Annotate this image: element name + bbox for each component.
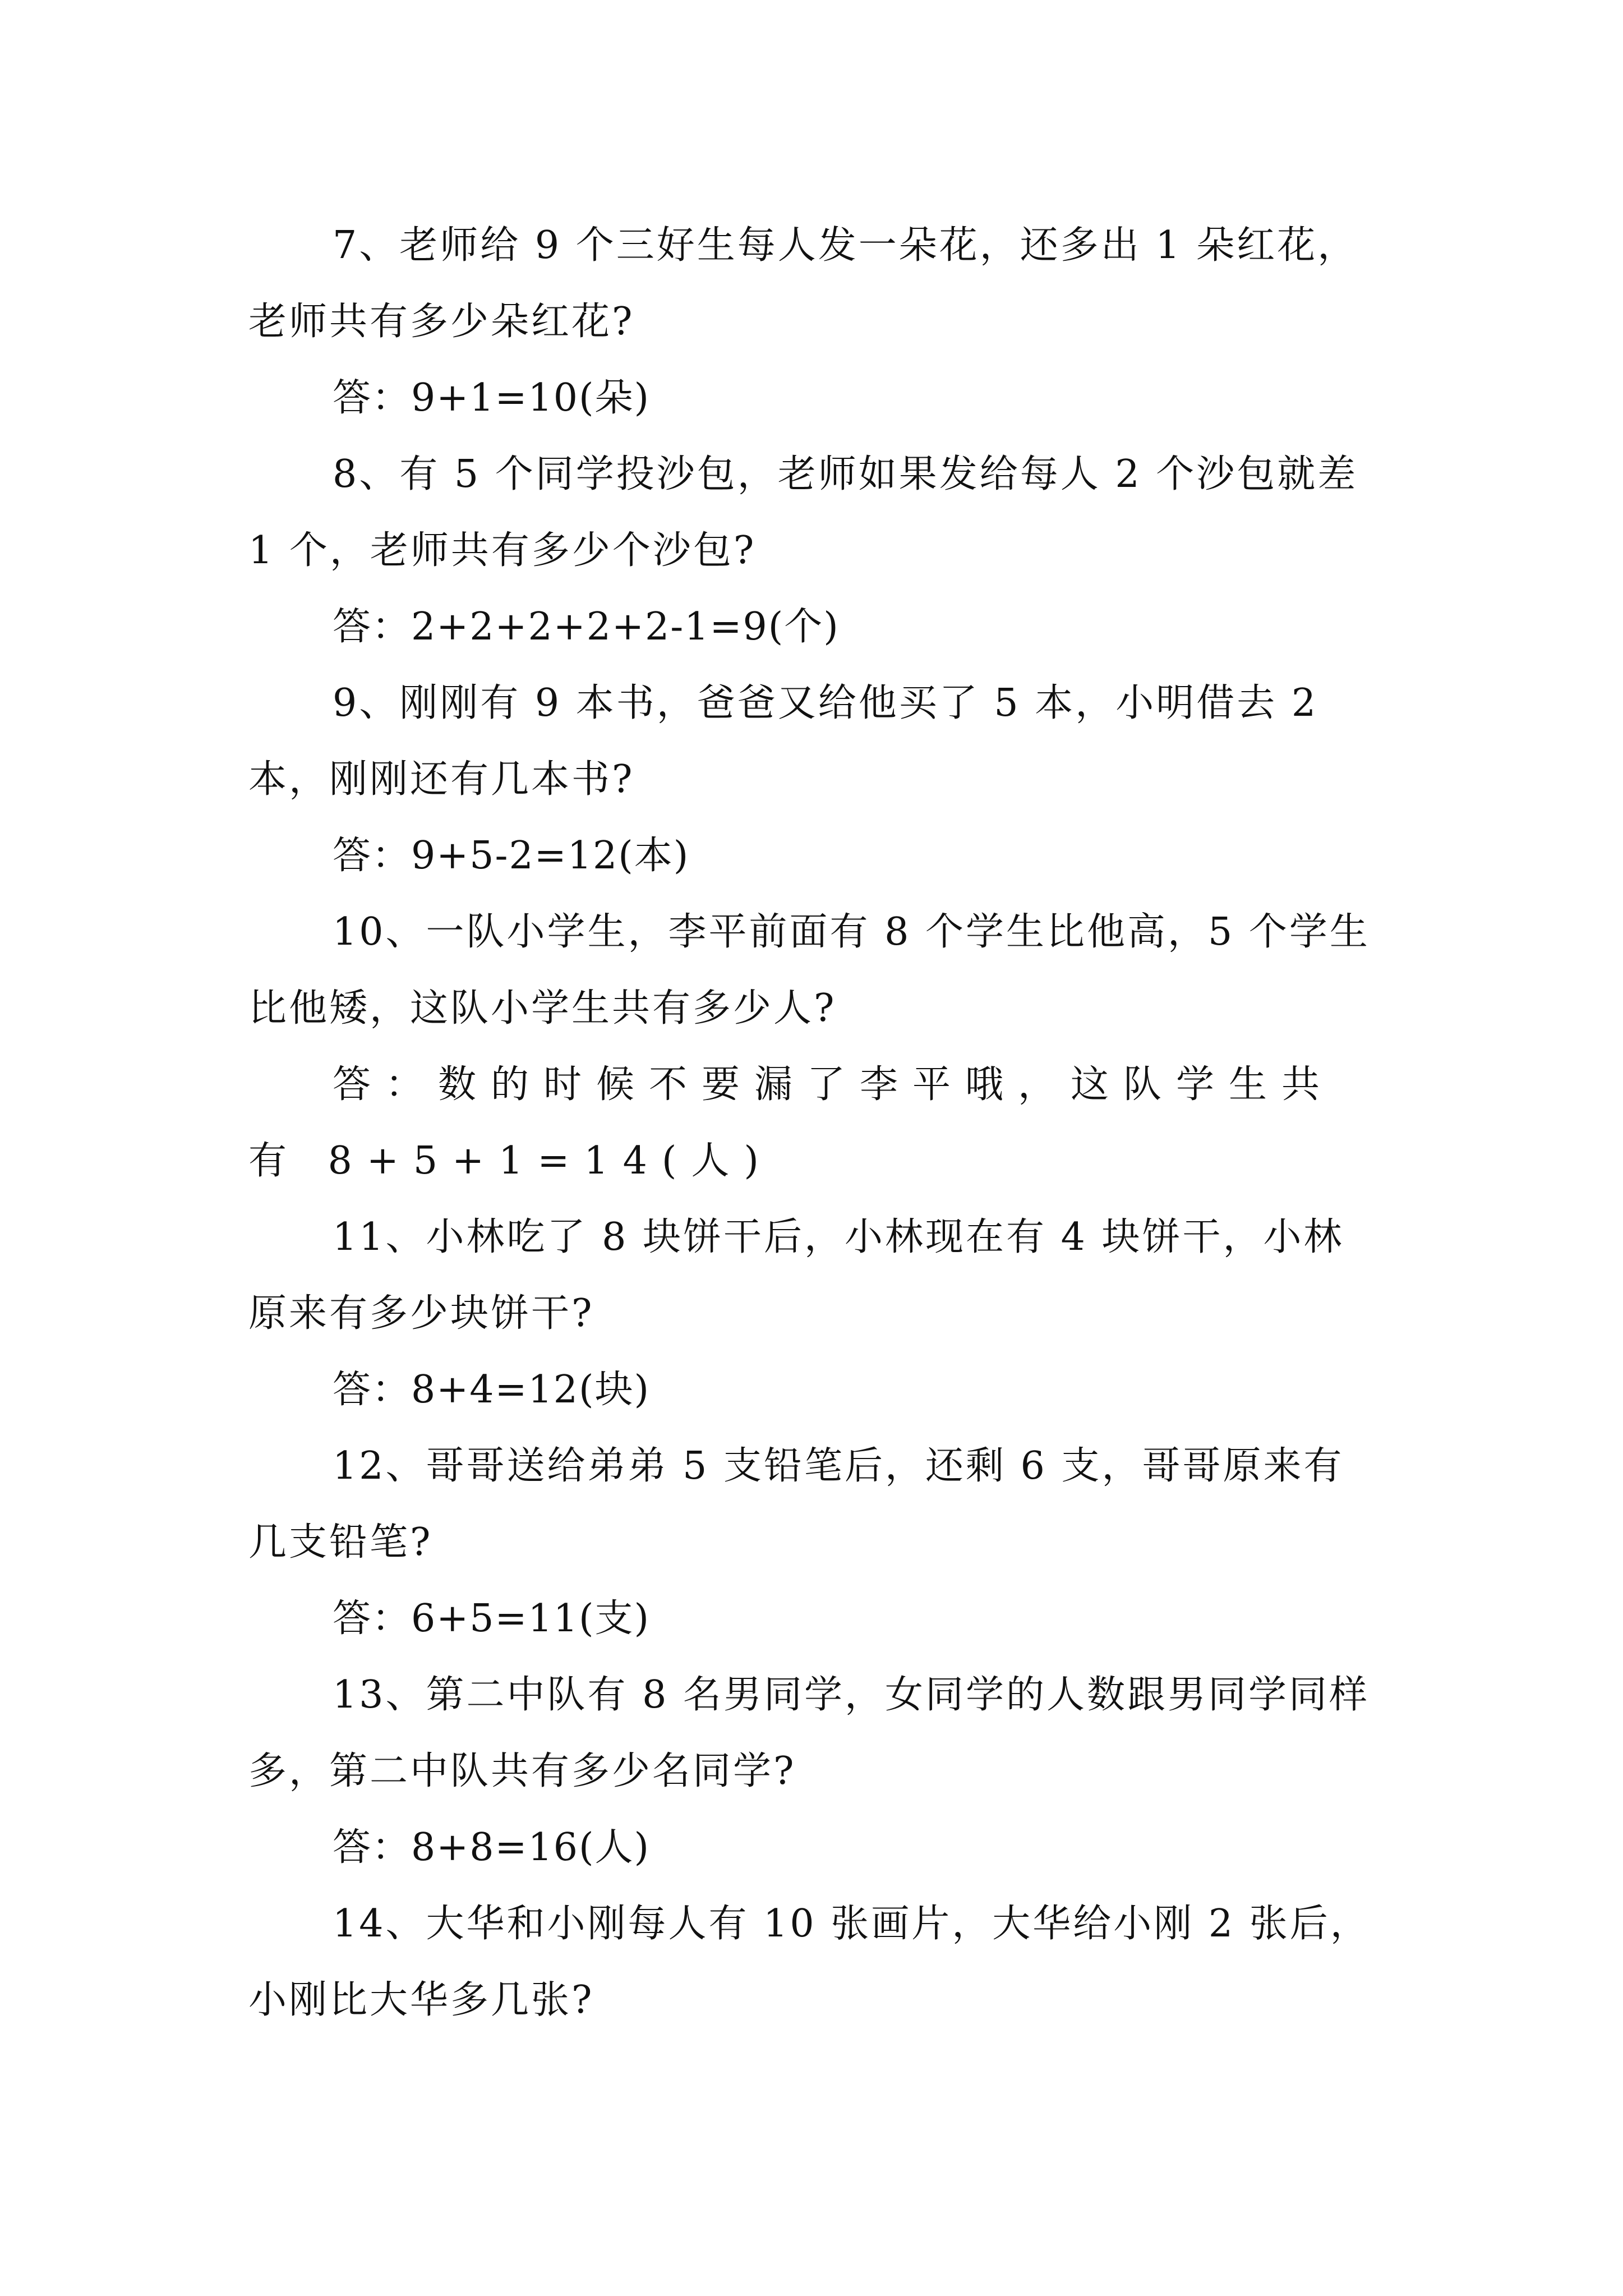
question-13: 13、第二中队有 8 名男同学，女同学的人数跟男同学同样多，第二中队共有多少名同学? [248,1673,1370,1793]
question-10: 10、一队小学生，李平前面有 8 个学生比他高，5 个学生比他矮，这队小学生共有多少人? [248,910,1370,1030]
question-14: 14、大华和小刚每人有 10 张画片，大华给小刚 2 张后，小刚比大华多几张? [248,1902,1371,2022]
answer-8: 答：2+2+2+2+2-1=9(个) [333,605,840,649]
answer-9: 答：9+5-2=12(本) [333,834,690,878]
document-body [248,208,1381,2039]
question-7: 7、老师给 9 个三好生每人发一朵花，还多出 1 朵红花，老师共有多少朵红花? [248,223,1358,344]
question-9: 9、刚刚有 9 本书，爸爸又给他买了 5 本，小明借去 2 本，刚刚还有几本书? [248,681,1318,802]
answer-12: 答：6+5=11(支) [333,1596,651,1641]
answer-10: 答：数的时候不要漏了李平哦，这队学生共有 8+5+1=14(人) [248,1062,1335,1183]
answer-7: 答：9+1=10(朵) [333,376,651,420]
question-12: 12、哥哥送给弟弟 5 支铅笔后，还剩 6 支，哥哥原来有几支铅笔? [248,1444,1344,1565]
question-11: 11、小林吃了 8 块饼干后，小林现在有 4 块饼干，小林原来有多少块饼干? [248,1215,1344,1336]
question-8: 8、有 5 个同学投沙包，老师如果发给每人 2 个沙包就差 1 个，老师共有多少个沙包? [248,452,1358,573]
answer-11: 答：8+4=12(块) [333,1368,651,1412]
answer-13: 答：8+8=16(人) [333,1825,651,1870]
